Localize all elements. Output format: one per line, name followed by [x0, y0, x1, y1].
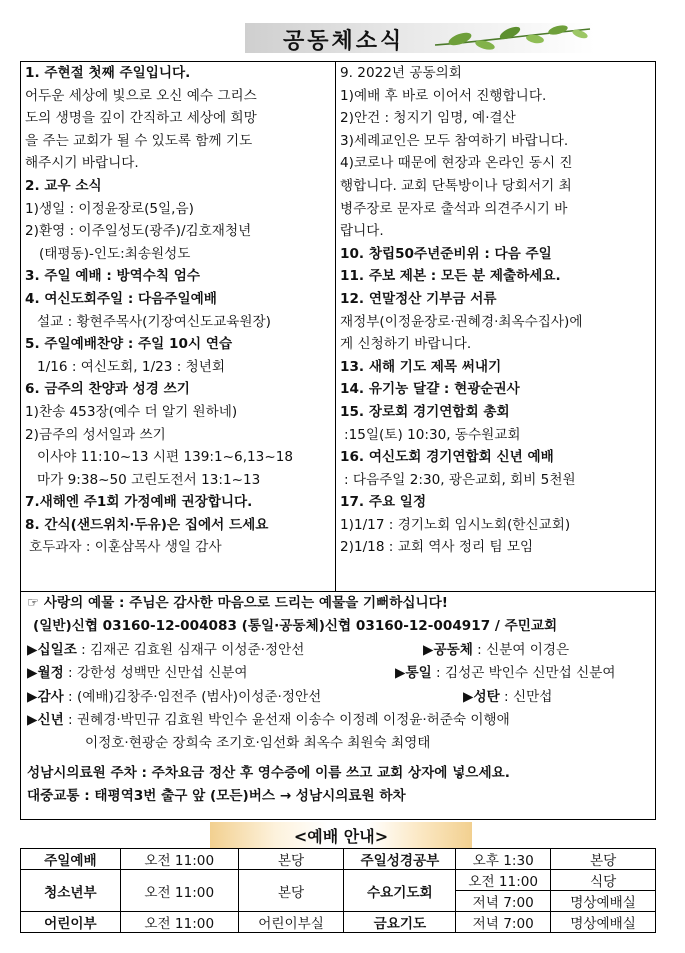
giver-group-2	[463, 686, 552, 709]
giver-label: ▶월정	[27, 665, 64, 682]
news-line: : 다음주일 2:30, 광은교회, 회비 5천원	[344, 471, 576, 488]
news-line: 마가 9:38~50 고린도전서 13:1~13	[37, 471, 261, 488]
transit-notice: 대중교통 : 태평역3번 출구 앞 (모든)버스 → 성남시의료원 하차	[27, 788, 406, 805]
news-line: 이사야 11:10~13 시편 139:1~6,13~18	[37, 449, 294, 466]
giver-names: : 강한성 성백만 신만섭 신분여	[63, 665, 248, 682]
news-line: 1)생일 : 이정윤장로(5일,음)	[25, 200, 194, 217]
service-place: 명상예배실	[551, 891, 656, 912]
service-time: 오전 11:00	[120, 849, 238, 870]
news-line: :15일(토) 10:30, 동수원교회	[344, 426, 521, 443]
news-line: 4. 여신도회주일 : 다음주일예배	[25, 290, 217, 307]
news-line: 4)코로나 때문에 현장과 온라인 동시 진	[340, 155, 573, 172]
giver-names: : 김성곤 박인수 신만섭 신분여	[431, 665, 616, 682]
service-name: 수요기도회	[344, 870, 456, 912]
worship-guide-banner	[210, 822, 472, 848]
giver-label: ▶십일조	[27, 641, 77, 658]
giver-label: ▶통일	[395, 665, 432, 682]
table-row	[21, 870, 656, 891]
service-time: 오전 11:00	[120, 870, 238, 912]
service-time: 오전 11:00	[120, 912, 238, 933]
service-time: 저녁 7:00	[456, 912, 551, 933]
giver-row	[27, 709, 649, 732]
giver-row	[27, 686, 649, 709]
table-row	[21, 912, 656, 933]
news-left-column	[21, 62, 336, 591]
news-line: 1)예배 후 바로 이어서 진행합니다.	[340, 87, 547, 104]
news-line: 설교 : 황현주목사(기장여신도교육원장)	[37, 313, 271, 330]
service-time: 오전 11:00	[456, 870, 551, 891]
service-name: 어린이부	[21, 912, 121, 933]
page-title: 공동체소식	[283, 29, 405, 54]
news-line: 게 신청하기 바랍니다.	[340, 336, 472, 353]
giver-names: : 신만섭	[499, 688, 553, 705]
giver-label: ▶성탄	[463, 688, 500, 705]
news-right-column	[336, 62, 655, 591]
news-box	[20, 61, 656, 592]
news-line: 10. 창립50주년준비위 : 다음 주일	[340, 245, 552, 262]
service-place: 어린이부실	[238, 912, 344, 933]
news-line: 재정부(이정윤장로·권혜경·최옥수집사)에	[340, 313, 583, 330]
service-name: 금요기도	[344, 912, 456, 933]
service-name: 청소년부	[21, 870, 121, 912]
giver-label: ▶공동체	[423, 641, 473, 658]
giver-names: : 신분여 이경은	[472, 641, 570, 658]
bank-accounts: (일반)신협 03160-12-004083 (통일·공동체)신협 03160-12-004917 / 주민교회	[33, 618, 558, 635]
news-line: 호두과자 : 이훈삼목사 생일 감사	[29, 539, 222, 556]
table-row	[21, 849, 656, 870]
news-line: 3)세례교인은 모두 참여하기 바랍니다.	[340, 132, 569, 149]
news-line: 16. 여신도회 경기연합회 신년 예배	[340, 449, 554, 466]
news-line: 14. 유기농 달걀 : 현광순권사	[340, 381, 520, 398]
service-place: 명상예배실	[551, 912, 656, 933]
news-line: 2)안건 : 청지기 임명, 예·결산	[340, 110, 516, 127]
news-line: 행합니다. 교회 단톡방이나 당회서기 최	[340, 177, 572, 194]
news-line: 을 주는 교회가 될 수 있도록 함께 기도	[25, 132, 253, 149]
service-name: 주일성경공부	[344, 849, 456, 870]
giver-row	[27, 732, 649, 755]
service-time: 오후 1:30	[456, 849, 551, 870]
giver-group-2	[423, 639, 569, 662]
news-line: 병주장로 문자로 출석과 의견주시기 바	[340, 200, 568, 217]
offering-section	[20, 592, 656, 820]
news-line: 7.새해엔 주1회 가정예배 권장합니다.	[25, 494, 253, 511]
news-line: (태평동)-인도:최송원성도	[39, 245, 191, 262]
news-line: 2)금주의 성서일과 쓰기	[25, 426, 166, 443]
giver-group-2	[395, 662, 615, 685]
service-place: 본당	[238, 870, 344, 912]
worship-guide-title: <예배 안내>	[293, 827, 389, 846]
news-line: 11. 주보 제본 : 모든 분 제출하세요.	[340, 268, 561, 285]
giver-label: ▶감사	[27, 688, 64, 705]
news-line: 8. 간식(샌드위치·두유)은 집에서 드세요	[25, 516, 269, 533]
giver-names: 이정호·현광순 장희숙 조기호·임선화 최옥수 최원숙 최영태	[85, 735, 431, 752]
leaf-decoration-icon	[430, 23, 595, 53]
news-line: 1)찬송 453장(예수 더 알기 원하네)	[25, 403, 238, 420]
news-line: 3. 주일 예배 : 방역수칙 엄수	[25, 268, 201, 285]
news-line: 1)1/17 : 경기노회 임시노회(한신교회)	[340, 516, 571, 533]
news-line: 13. 새해 기도 제목 써내기	[340, 358, 502, 375]
news-line: 17. 주요 일정	[340, 494, 427, 511]
news-line: 해주시기 바랍니다.	[25, 155, 139, 172]
header-banner	[245, 23, 595, 53]
news-line: 2)환영 : 이주일성도(광주)/김호재청년	[25, 223, 252, 240]
news-line: 어두운 세상에 빛으로 오신 예수 그리스	[25, 87, 257, 104]
giver-label: ▶신년	[27, 711, 64, 728]
news-line: 2. 교우 소식	[25, 177, 102, 194]
news-line: 15. 장로회 경기연합회 총회	[340, 403, 510, 420]
parking-notice: 성남시의료원 주차 : 주차요금 정산 후 영수증에 이름 쓰고 교회 상자에 넣으세요.	[27, 764, 510, 781]
news-line: 5. 주일예배찬양 : 주일 10시 연습	[25, 336, 233, 353]
news-line: 2)1/18 : 교회 역사 정리 팀 모임	[340, 539, 534, 556]
giver-row	[27, 662, 649, 685]
service-time: 저녁 7:00	[456, 891, 551, 912]
service-name: 주일예배	[21, 849, 121, 870]
service-place: 본당	[551, 849, 656, 870]
worship-schedule-table	[20, 848, 656, 933]
giver-row	[27, 639, 649, 662]
giver-names: : 김재곤 김효원 심재구 이성준·정안선	[76, 641, 305, 658]
giver-names: : (예배)김창주·임전주 (범사)이성준·정안선	[63, 688, 322, 705]
service-place: 본당	[238, 849, 344, 870]
giver-names: : 권혜경·박민규 김효원 박인수 윤선재 이송수 이정례 이정윤·허준숙 이행애	[63, 711, 510, 728]
news-line: 도의 생명을 깊이 간직하고 세상에 희망	[25, 110, 257, 127]
givers-list	[27, 639, 649, 756]
service-place: 식당	[551, 870, 656, 891]
news-line: 12. 연말정산 기부금 서류	[340, 290, 497, 307]
news-line: 1/16 : 여신도회, 1/23 : 청년회	[37, 358, 226, 375]
news-line: 6. 금주의 찬양과 성경 쓰기	[25, 381, 190, 398]
offering-message: ☞ 사랑의 예물 : 주님은 감사한 마음으로 드리는 예물을 기뻐하십니다!	[27, 595, 448, 611]
news-line: 9. 2022년 공동의회	[340, 65, 462, 81]
news-line: 랍니다.	[340, 223, 384, 240]
news-line: 1. 주현절 첫째 주일입니다.	[25, 65, 191, 81]
